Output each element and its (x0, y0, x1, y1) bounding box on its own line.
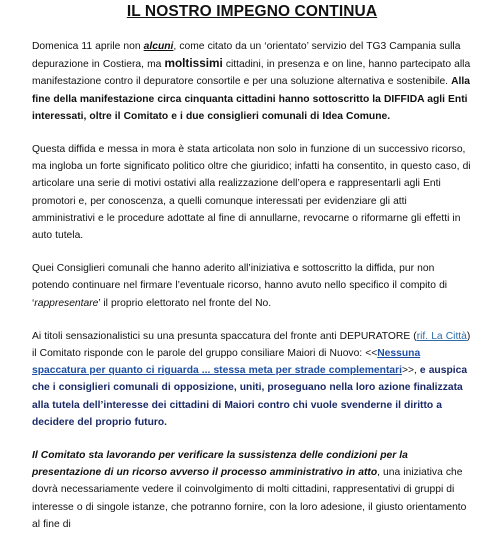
paragraph-3 (32, 260, 472, 312)
p4-text-3: >>, (401, 365, 420, 377)
p4-text-2: ) il Comitato risponde con le parole del gruppo consiliare Maiori di Nuovo: << (32, 330, 471, 360)
paragraph-2: Questa diffida e messa in mora è stata articolata non solo in funzione di un successivo ricorso, ma ingloba un forte significato politico oltre che giuridico; infatti ha consentito, in questo caso, di articolare una serie di motivi ostativi alla realizzazione dell’opera e rappresentarli agli Enti promotori e, per conoscenza, a quelli comunque interessati per evidenziare gli atti amministrativi e le procedure adottate al fine di annullarne, revocarne o riformarne gli effetti in auto tutela. (32, 144, 471, 242)
p5-text-1: , una iniziativa che dovrà necessariamente vedere il coinvolgimento di molti cittadini, rappresentativi di gruppi di interesse o di singole istanze, che potranno fornire, con la loro adesione, il giusto orientamento al fine di (32, 467, 467, 530)
p1-bold: Alla fine della manifestazione circa cinquanta cittadini hanno sottoscritto la DIFFIDA agli Enti interessati, oltre il Comitato e i due consiglieri comunali di Idea Comune. (32, 76, 470, 122)
p1-text-3: cittadini, in presenza e on line, hanno partecipato alla manifestazione contro il depuratore consortile e per una soluzione alternativa e sostenibile. (32, 59, 471, 88)
paragraph-5 (32, 447, 472, 533)
p1-text-2: , come citato da un ‘orientato’ servizio del TG3 Campania sulla depurazione in Costiera, ma (32, 41, 461, 71)
page-title: IL NOSTRO IMPEGNO CONTINUA (126, 3, 378, 20)
nessuna-spaccatura-link[interactable]: Nessuna spaccatura per quanto ci riguarda ... stessa meta per strade complementari (32, 348, 421, 377)
p3-italic: rappresentare (34, 297, 99, 309)
p1-moltissimi: moltissimi (164, 56, 223, 71)
paragraph-4 (32, 328, 472, 431)
p4-bold: e auspica che i consiglieri comunali di opposizione, uniti, proseguano nella loro azione finalizzata alla tutela dell’interesse dei cittadini di Maiori contro chi vuole svenderne il diritto a decidere del proprio futuro. (32, 365, 468, 428)
p3-text-2: ’ il proprio elettorato nel fronte del No. (98, 297, 272, 309)
ref-la-citta-link[interactable]: rif. La Città (416, 330, 467, 342)
p1-text-1: Domenica 11 aprile non (32, 41, 144, 52)
p3-text-1: Quei Consiglieri comunali che hanno aderito all’iniziativa e sottoscritto la diffida, pur non potendo continuare nel firmare l’eventuale ricorso, hanno avuto nello specifico il compito di ‘ (32, 263, 448, 309)
p4-text-1: Ai titoli sensazionalistici su una presunta spaccatura del fronte anti DEPURATORE ( (32, 330, 417, 342)
p1-alcuni: alcuni (143, 41, 174, 52)
p5-bold-italic: Il Comitato sta lavorando per verificare la sussistenza delle condizioni per la presentazione di un ricorso avverso il processo amministrativo in atto (32, 450, 408, 479)
paragraph-1 (32, 38, 472, 125)
